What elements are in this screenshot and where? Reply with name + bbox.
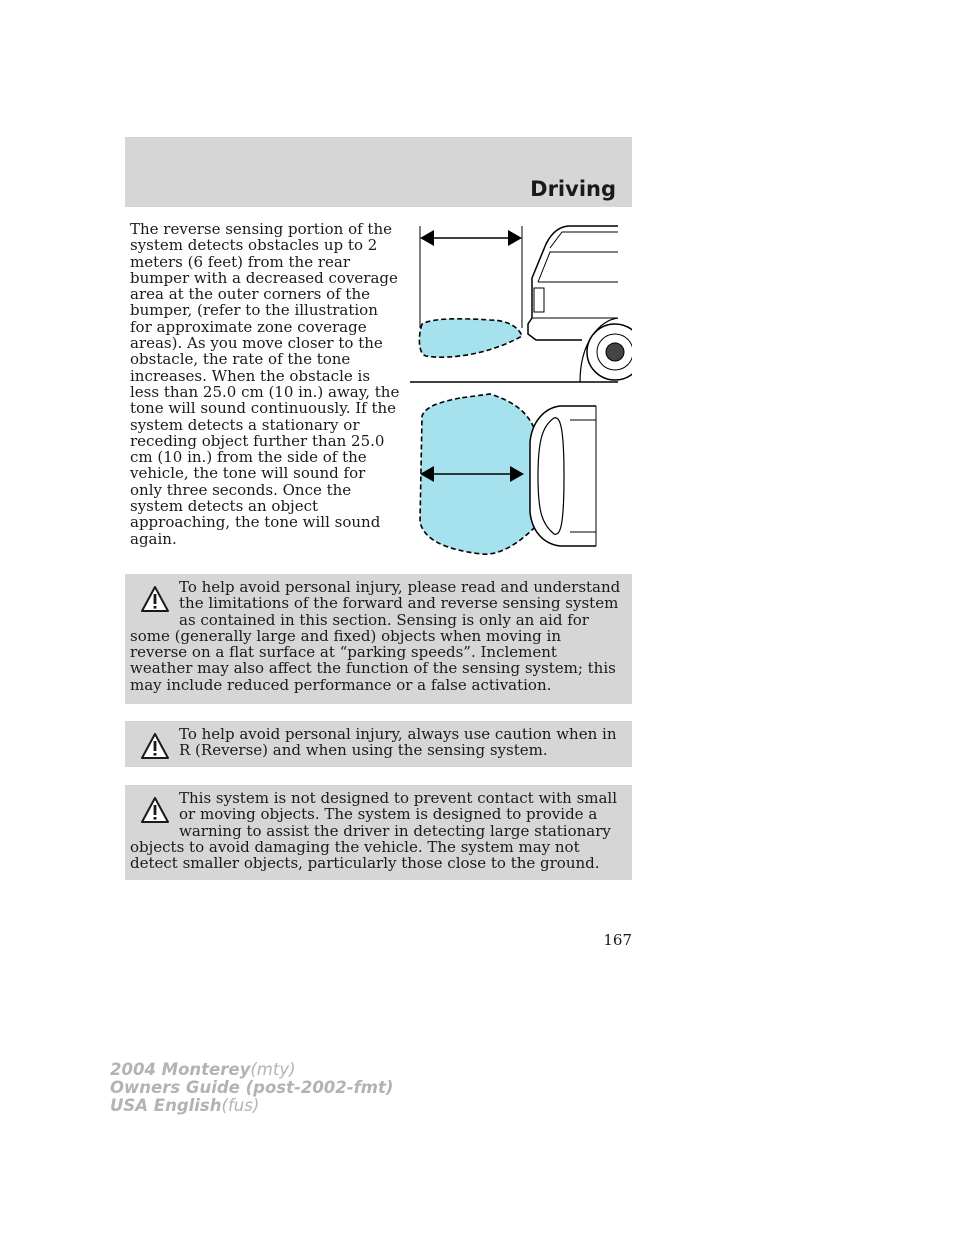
header-band (125, 137, 632, 207)
footer-line-1 (110, 1061, 393, 1079)
side-view (410, 226, 632, 382)
page-number: 167 (603, 931, 632, 949)
footer-model-code: (mty) (250, 1060, 296, 1079)
warning-triangle-icon (140, 732, 170, 760)
footer-language-code: (fus) (221, 1096, 260, 1115)
top-view (420, 394, 596, 554)
warning-text-2: To help avoid personal injury, always use caution when in R (Reverse) and when using the sensing system. (179, 725, 617, 760)
footer-line-2 (110, 1079, 393, 1097)
footer-line-3 (110, 1097, 393, 1115)
warning-triangle-icon (140, 585, 170, 613)
footer-model: 2004 Monterey (110, 1060, 251, 1079)
body-paragraph: The reverse sensing portion of the system detects obstacles up to 2 meters (6 feet) from the rear bumper with a decreased coverage area at the outer corners of the bumper, (refer to the illustration for approximate zone coverage areas). As you move closer to the obstacle, the rate of the tone increases. When the obstacle is less than 25.0 cm (10 in.) away, the tone will sound continuously. If the system detects a stationary or receding object further than 25.0 cm (10 in.) from the side of the vehicle, the tone will sound for only three seconds. Once the system detects an object approaching, the tone will sound again. (130, 220, 400, 548)
footer-imprint (110, 1061, 393, 1115)
warning-box-2 (125, 721, 632, 767)
warning-triangle-icon (140, 796, 170, 824)
sensing-zone-illustration (410, 222, 632, 560)
warning-box-1 (125, 574, 632, 704)
footer-guide: Owners Guide (post-2002-fmt) (110, 1078, 394, 1097)
warning-box-3 (125, 785, 632, 880)
warning-text-3: This system is not designed to prevent contact with small or moving objects. The system is designed to provide a warning to assist the driver in detecting large stationary objects to avoid damaging the vehicle. The system may not detect smaller objects, particularly those close to the ground. (130, 789, 618, 873)
footer-language: USA English (110, 1096, 222, 1115)
warning-text-1: To help avoid personal injury, please read and understand the limitations of the forward and reverse sensing system as contained in this section. Sensing is only an aid for some (generally large and fixed) objects when moving in reverse on a flat surface at “parking speeds”. Inclement weather may also affect the function of the sensing system; this may include reduced performance or a false activation. (130, 578, 621, 694)
section-title: Driving (530, 177, 616, 201)
